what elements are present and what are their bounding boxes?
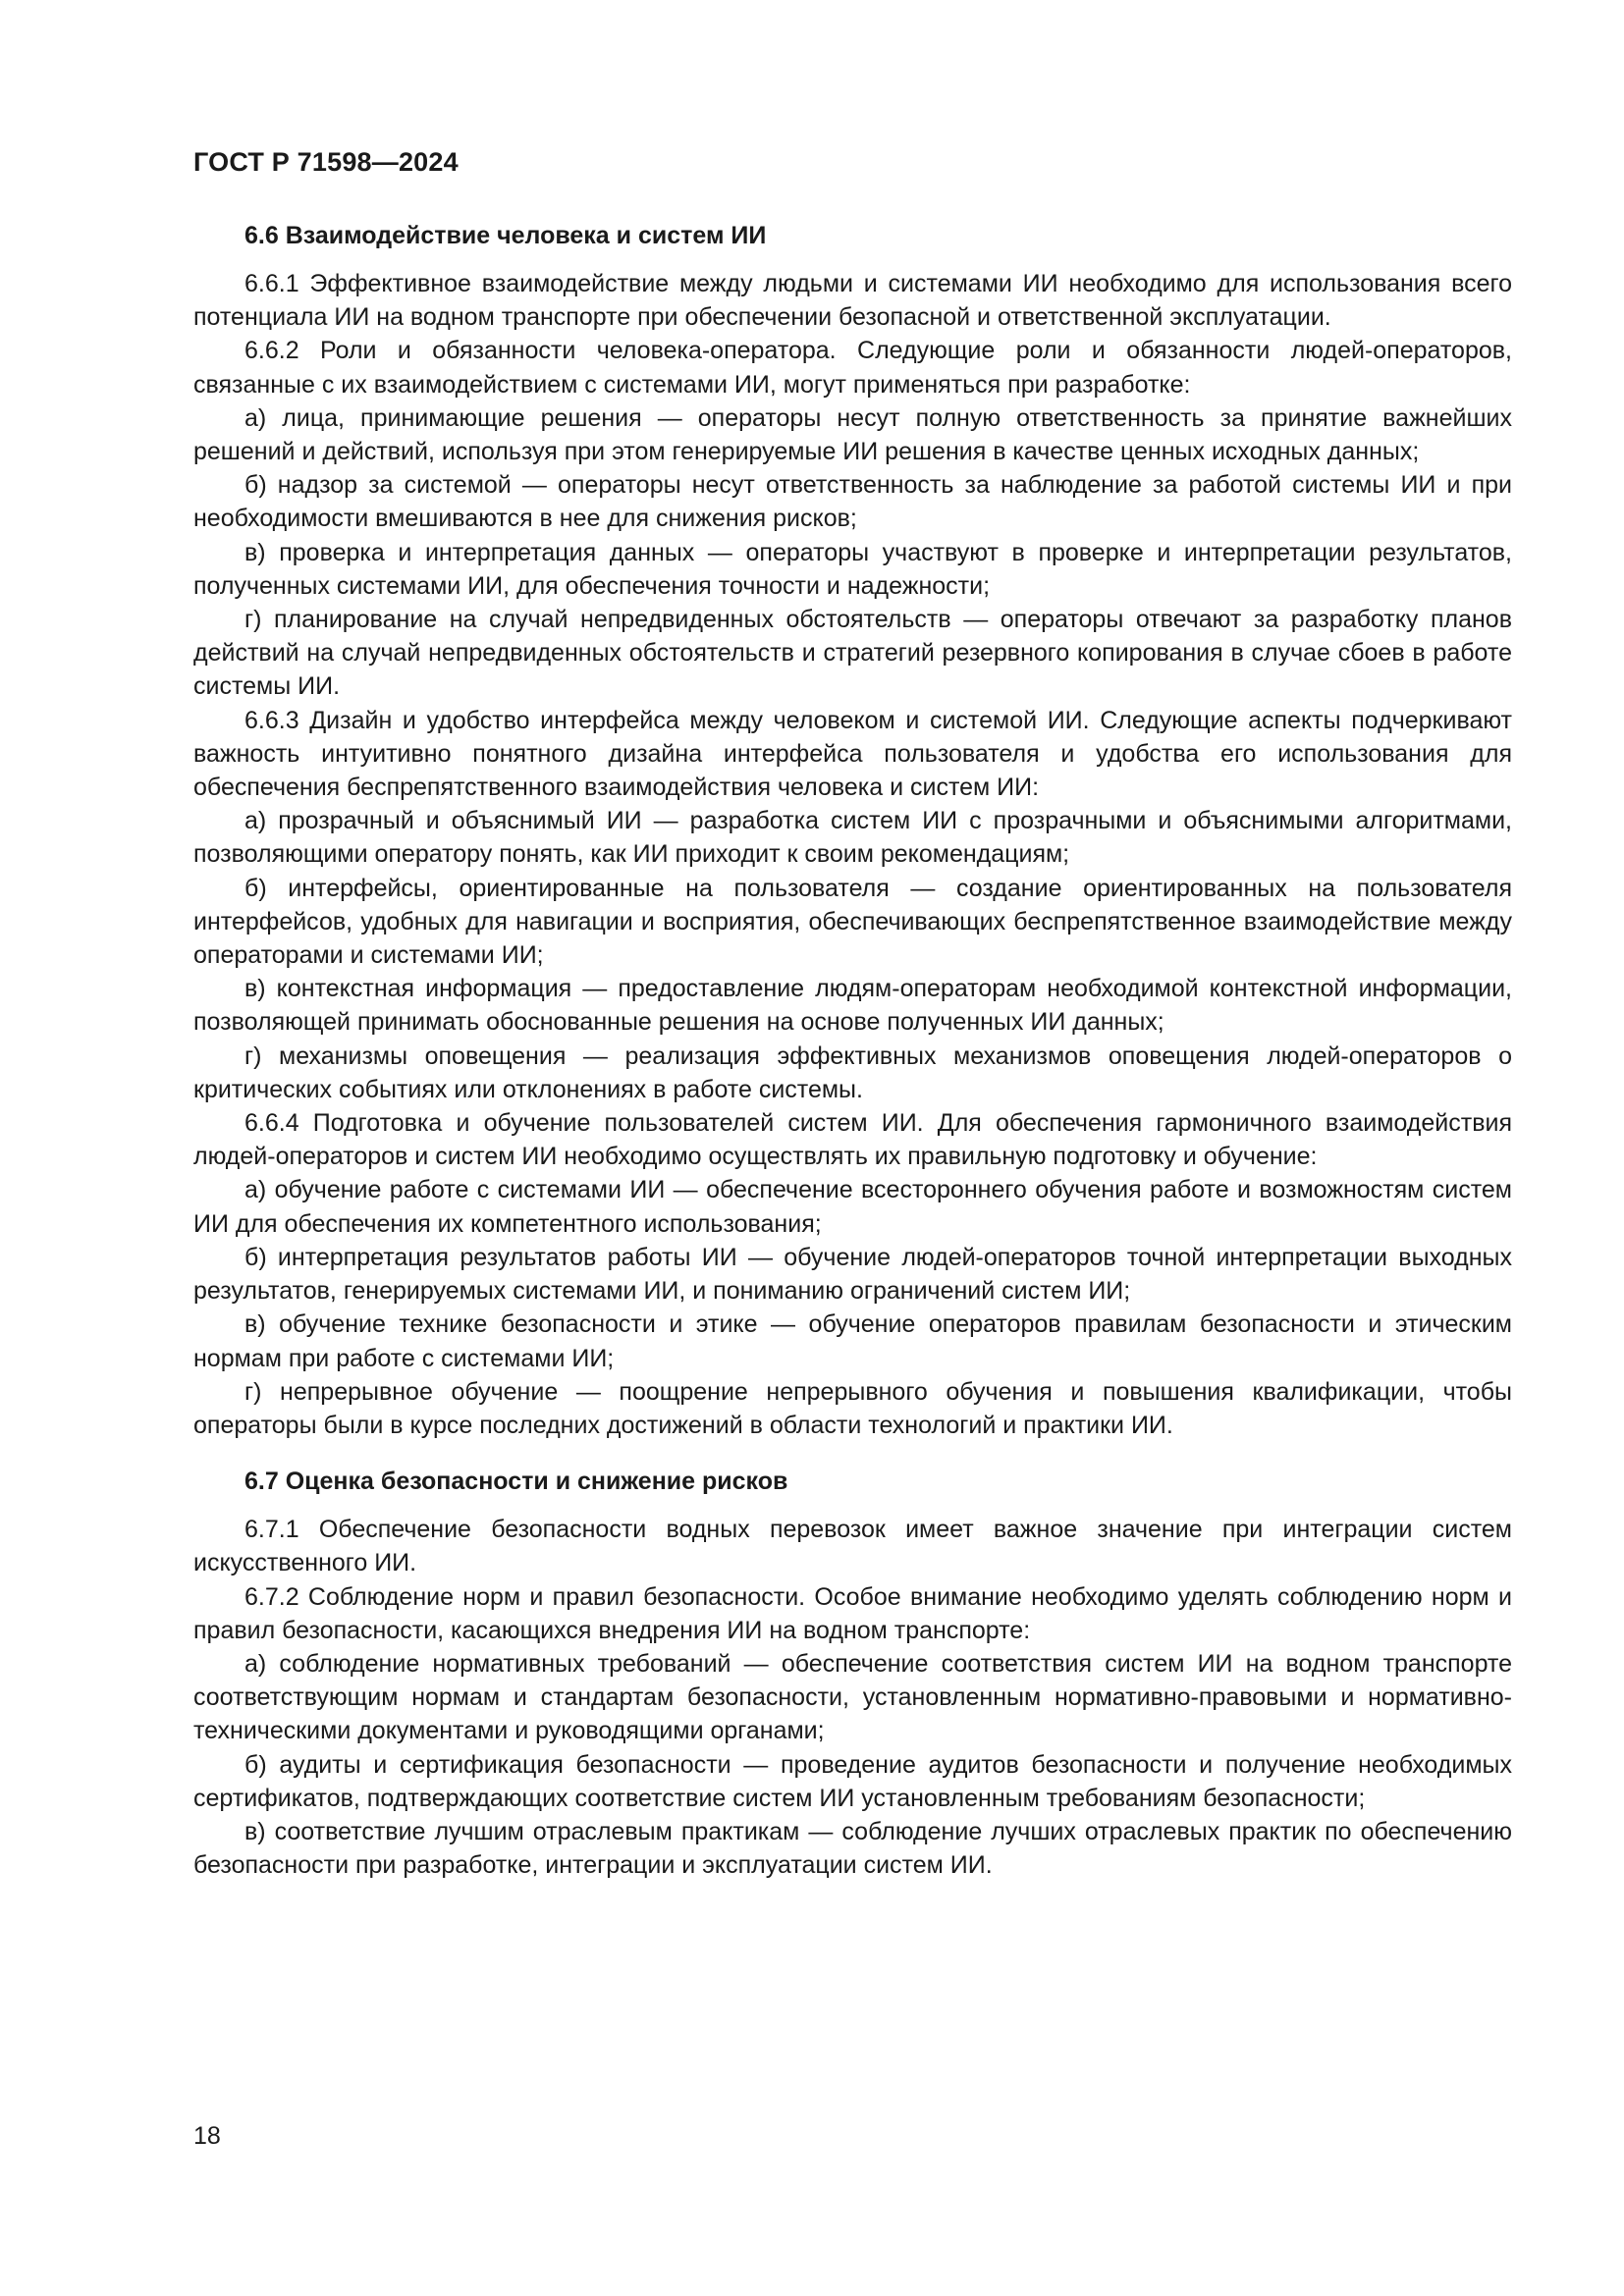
list-item-6-6-3-a: а) прозрачный и объяснимый ИИ — разработка систем ИИ с прозрачными и объяснимыми алгоритмами, позволяющими оператору понять, как ИИ приходит к своим рекомендациям; xyxy=(193,807,1512,869)
paragraph-6-6-1: 6.6.1 Эффективное взаимодействие между людьми и системами ИИ необходимо для использования всего потенциала ИИ на водном транспорте при обеспечении безопасной и ответственной эксплуатации. xyxy=(193,270,1512,332)
paragraph-6-6-4: 6.6.4 Подготовка и обучение пользователей систем ИИ. Для обеспечения гармоничного взаимодействия людей-операторов и систем ИИ необходимо осуществлять их правильную подготовку и обучение: xyxy=(193,1109,1512,1171)
paragraph-6-6-2: 6.6.2 Роли и обязанности человека-оператора. Следующие роли и обязанности людей-операторов, связанные с их взаимодействием с системами ИИ, могут применяться при разработке: xyxy=(193,337,1512,399)
list-item-6-6-2-v: в) проверка и интерпретация данных — операторы участвуют в проверке и интерпретации результатов, полученных системами ИИ, для обеспечения точности и надежности; xyxy=(193,538,1512,600)
list-item-6-6-2-g: г) планирование на случай непредвиденных обстоятельств — операторы отвечают за разработку планов действий на случай непредвиденных обстоятельств и стратегий резервного копирования в случае сбоев в работе системы ИИ. xyxy=(193,606,1512,701)
list-item-6-6-3-g: г) механизмы оповещения — реализация эффективных механизмов оповещения людей-операторов о критических событиях или отклонениях в работе системы. xyxy=(193,1041,1512,1103)
list-item-6-7-2-b: б) аудиты и сертификация безопасности — проведение аудитов безопасности и получение необходимых сертификатов, подтверждающих соответствие систем ИИ установленным требованиям безопасности; xyxy=(193,1750,1512,1812)
list-item-6-6-2-a: а) лица, принимающие решения — операторы несут полную ответственность за принятие важнейших решений и действий, используя при этом генерируемые ИИ решения в качестве ценных исходных данных; xyxy=(193,403,1512,466)
list-item-6-6-4-v: в) обучение технике безопасности и этике — обучение операторов правилам безопасности и этическим нормам при работе с системами ИИ; xyxy=(193,1310,1512,1372)
page-content xyxy=(193,218,1512,1882)
document-code-header: ГОСТ Р 71598—2024 xyxy=(193,147,459,177)
paragraph-6-7-1: 6.7.1 Обеспечение безопасности водных перевозок имеет важное значение при интеграции систем искусственного ИИ. xyxy=(193,1516,1512,1577)
list-item-6-6-4-a: а) обучение работе с системами ИИ — обеспечение всестороннего обучения работе и возможностям систем ИИ для обеспечения их компетентного использования; xyxy=(193,1176,1512,1238)
list-item-6-7-2-a: а) соблюдение нормативных требований — обеспечение соответствия систем ИИ на водном транспорте соответствующим нормам и стандартам безопасности, установленным нормативно-правовыми и нормативно-техническими документами и руководящими органами; xyxy=(193,1649,1512,1745)
paragraph-6-6-3: 6.6.3 Дизайн и удобство интерфейса между человеком и системой ИИ. Следующие аспекты подчеркивают важность интуитивно понятного дизайна интерфейса пользователя и удобства его использования для обеспечения беспрепятственного взаимодействия человека и систем ИИ: xyxy=(193,706,1512,802)
list-item-6-6-4-b: б) интерпретация результатов работы ИИ — обучение людей-операторов точной интерпретации выходных результатов, генерируемых системами ИИ, и пониманию ограничений систем ИИ; xyxy=(193,1243,1512,1306)
list-item-6-6-3-v: в) контекстная информация — предоставление людям-операторам необходимой контекстной информации, позволяющей принимать обоснованные решения на основе полученных ИИ данных; xyxy=(193,975,1512,1037)
section-heading-6-7: 6.7 Оценка безопасности и снижение рисков xyxy=(244,1468,788,1496)
page-number: 18 xyxy=(193,2122,221,2150)
list-item-6-7-2-v: в) соответствие лучшим отраслевым практикам — соблюдение лучших отраслевых практик по обеспечению безопасности при разработке, интеграции и эксплуатации систем ИИ. xyxy=(193,1817,1512,1880)
list-item-6-6-4-g: г) непрерывное обучение — поощрение непрерывного обучения и повышения квалификации, чтобы операторы были в курсе последних достижений в области технологий и практики ИИ. xyxy=(193,1377,1512,1439)
section-heading-6-6: 6.6 Взаимодействие человека и систем ИИ xyxy=(244,222,767,249)
list-item-6-6-2-b: б) надзор за системой — операторы несут ответственность за наблюдение за работой системы ИИ и при необходимости вмешиваются в нее для снижения рисков; xyxy=(193,471,1512,533)
paragraph-6-7-2: 6.7.2 Соблюдение норм и правил безопасности. Особое внимание необходимо уделять соблюдению норм и правил безопасности, касающихся внедрения ИИ на водном транспорте: xyxy=(193,1582,1512,1644)
list-item-6-6-3-b: б) интерфейсы, ориентированные на пользователя — создание ориентированных на пользователя интерфейсов, удобных для навигации и восприятия, обеспечивающих беспрепятственное взаимодействие между операторами и системами ИИ; xyxy=(193,874,1512,970)
